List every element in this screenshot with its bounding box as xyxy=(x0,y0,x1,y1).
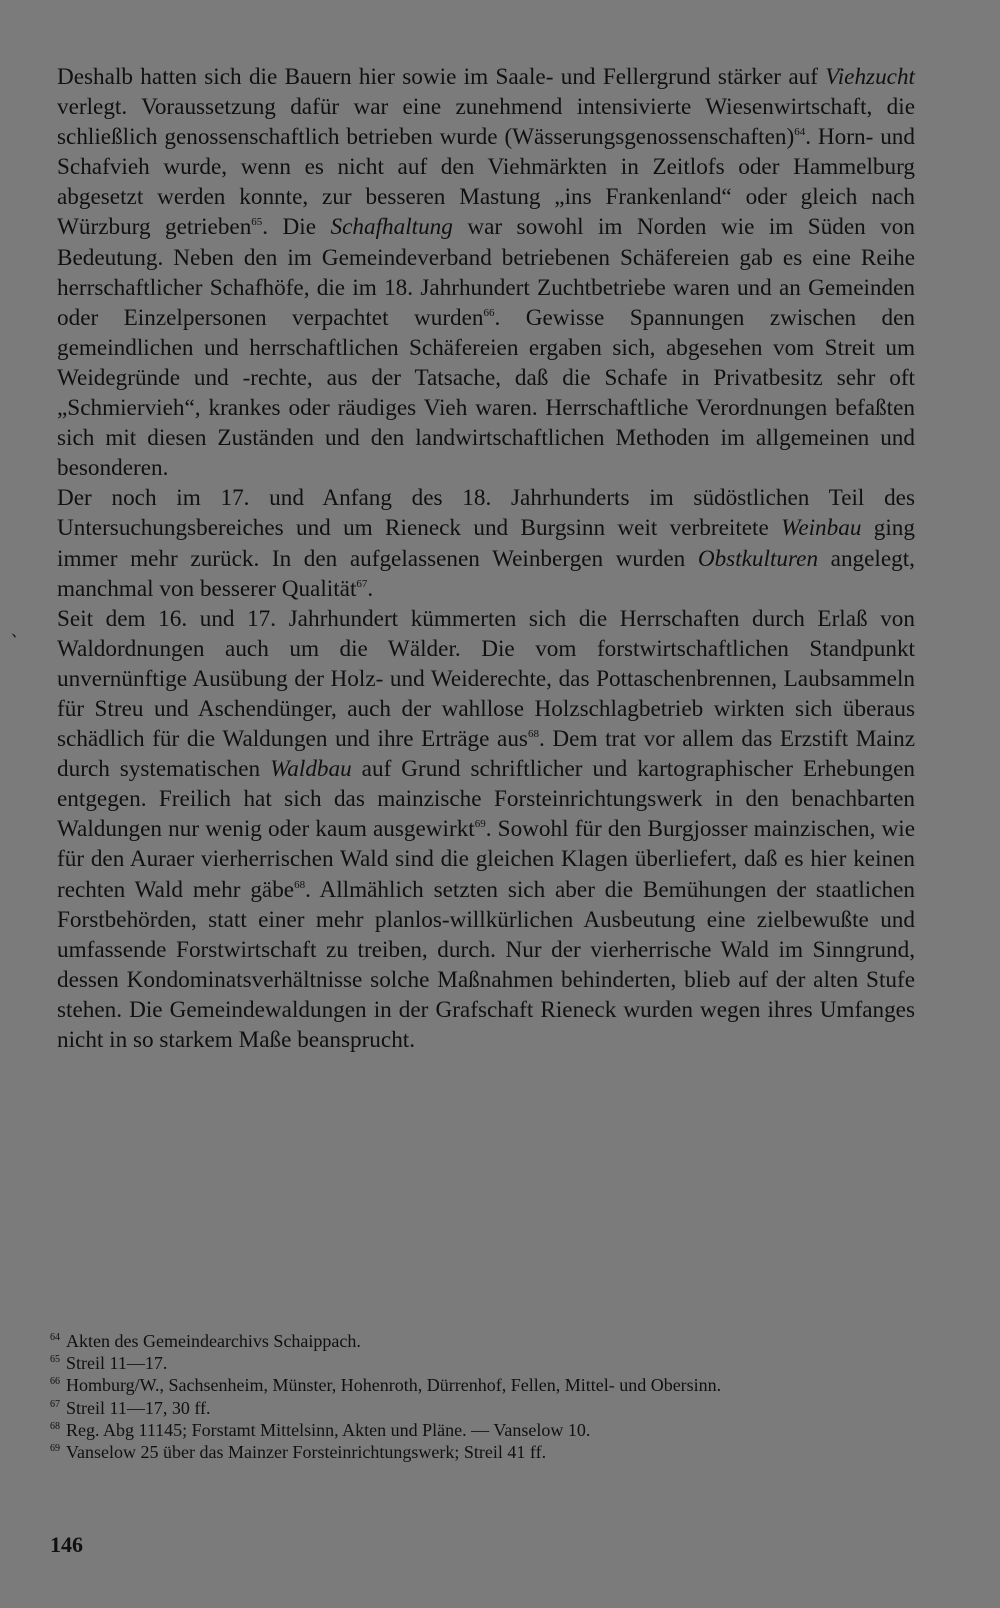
text-run: war sowohl im Norden wie im Süden von Bedeutung. Neben den im Gemeindeverband betriebenen Schäfereien gab es eine Reihe herrschaftlicher Schafhöfe, die im 18. Jahrhundert Zuchtbetriebe waren und an Gemeinden oder Einzelpersonen verpachtet wurden xyxy=(57,214,915,331)
footnotes xyxy=(50,1330,915,1463)
footnote-text: Streil 11—17. xyxy=(66,1353,168,1374)
text-run: . Sowohl für den Burgjosser mainzischen, wie für den Auraer vierherrischen Wald sind die gleichen Klagen überliefert, daß es hier keinen rechten Wald mehr gäbe xyxy=(57,816,915,903)
footnote-number: 66 xyxy=(50,1376,60,1388)
footnote-number: 67 xyxy=(50,1398,60,1410)
emphasis-obstkulturen: Obstkulturen xyxy=(697,545,819,572)
emphasis-viehzucht: Viehzucht xyxy=(825,64,915,90)
footnote-number: 65 xyxy=(50,1354,60,1366)
footnote xyxy=(50,1374,915,1396)
footnote-number: 69 xyxy=(50,1443,60,1455)
emphasis-schafhaltung: Schafhaltung xyxy=(330,214,453,241)
footnote-ref: 66 xyxy=(483,306,495,319)
text-run: angelegt, manchmal von besserer Qualität xyxy=(57,545,915,602)
footnote-text: Homburg/W., Sachsenheim, Münster, Hohenroth, Dürrenhof, Fellen, Mittel- und Obersinn. xyxy=(66,1375,722,1396)
footnote-ref: 68 xyxy=(527,728,539,741)
footnote-ref: 68 xyxy=(294,878,306,891)
footnote-ref: 65 xyxy=(251,216,263,229)
margin-mark: 、 xyxy=(11,623,28,640)
text-run: ging immer mehr zurück. In den aufgelassenen Weinbergen wurden xyxy=(57,515,915,572)
page-number: 146 xyxy=(50,1532,83,1557)
emphasis-waldbau: Waldbau xyxy=(270,756,352,783)
footnote-text: Vanselow 25 über das Mainzer Forsteinrichtungswerk; Streil 41 ff. xyxy=(66,1442,547,1463)
emphasis-weinbau: Weinbau xyxy=(781,515,862,542)
footnote xyxy=(50,1330,915,1352)
paragraph-forestry xyxy=(57,604,915,1055)
footnote-number: 68 xyxy=(50,1420,60,1432)
paragraph-viticulture xyxy=(57,483,915,603)
text-run: . Horn- und Schafvieh wurde, wenn es nicht auf den Viehmärkten in Zeitlofs oder Hammelburg abgesetzt werden konnte, zur besseren Mastung „ins Frankenland“ oder gleich nach Würzburg getrieben xyxy=(57,124,915,241)
footnote-ref: 69 xyxy=(474,818,486,831)
footnote-ref: 67 xyxy=(356,577,368,590)
footnote-number: 64 xyxy=(50,1332,60,1343)
footnote-ref: 64 xyxy=(794,126,806,139)
text-run: Deshalb hatten sich die Bauern hier sowie im Saale- und Fellergrund stärker auf xyxy=(57,64,826,90)
text-run: . Dem trat vor allem das Erzstift Mainz durch systematischen xyxy=(57,726,916,783)
footnote xyxy=(50,1352,915,1374)
text-run: verlegt. Voraussetzung dafür war eine zunehmend intensivierte Wiesenwirtschaft, die schließlich genossenschaftlich betrieben wurde (Wässerungsgenossenschaften) xyxy=(57,94,915,151)
footnote-text: Streil 11—17, 30 ff. xyxy=(66,1397,211,1418)
text-run: Der noch im 17. und Anfang des 18. Jahrhunderts im südöstlichen Teil des Untersuchungsbereiches und um Rieneck und Burgsinn weit verbreitete xyxy=(57,485,915,542)
footnote xyxy=(50,1419,915,1441)
text-run: . xyxy=(367,575,374,602)
main-text xyxy=(57,62,915,1055)
text-run: . Die xyxy=(262,214,331,241)
text-run: . Allmählich setzten sich aber die Bemühungen der staatlichen Forstbehörden, statt einer mehr planlos-willkürlichen Ausbeutung eine zielbewußte und umfassende Forstwirtschaft zu treiben, durch. Nur der vierherrische Wald im Sinngrund, dessen Kondominatsverhältnisse solche Maßnahmen behinderten, blieb auf der alten Stufe stehen. Die Gemeindewaldungen in der Grafschaft Rieneck wurden wegen ihres Umfanges nicht in so starkem Maße beansprucht. xyxy=(57,876,915,1053)
paragraph-livestock xyxy=(57,62,915,483)
footnote xyxy=(50,1441,915,1463)
footnote-text: Akten des Gemeindearchivs Schaippach. xyxy=(66,1331,361,1351)
text-run: . Gewisse Spannungen zwischen den gemeindlichen und herrschaftlichen Schäfereien ergaben sich, abgesehen vom Streit um Weidegründe und -rechte, aus der Tatsache, daß die Schafe in Privatbesitz sehr oft „Schmiervieh“, krankes oder räudiges Vieh waren. Herrschaftliche Verordnungen befaßten sich mit diesen Zuständen und den landwirtschaftlichen Methoden im allgemeinen und besonderen. xyxy=(57,304,916,482)
footnote-text: Reg. Abg 11145; Forstamt Mittelsinn, Akten und Pläne. — Vanselow 10. xyxy=(66,1419,591,1440)
footnote xyxy=(50,1397,915,1419)
text-run: Seit dem 16. und 17. Jahrhundert kümmerten sich die Herrschaften durch Erlaß von Waldordnungen auch um die Wälder. Die vom forstwirtschaftlichen Standpunkt unvernünftige Ausübung der Holz- und Weiderechte, das Pottaschenbrennen, Laubsammeln für Streu und Aschendünger, auch der wahllose Holzschlagbetrieb wirkten sich überaus schädlich für die Waldungen und ihre Erträge aus xyxy=(57,605,915,753)
text-run: auf Grund schriftlicher und kartographischer Erhebungen entgegen. Freilich hat sich das mainzische Forsteinrichtungswerk in den benachbarten Waldungen nur wenig oder kaum ausgewirkt xyxy=(57,756,915,843)
